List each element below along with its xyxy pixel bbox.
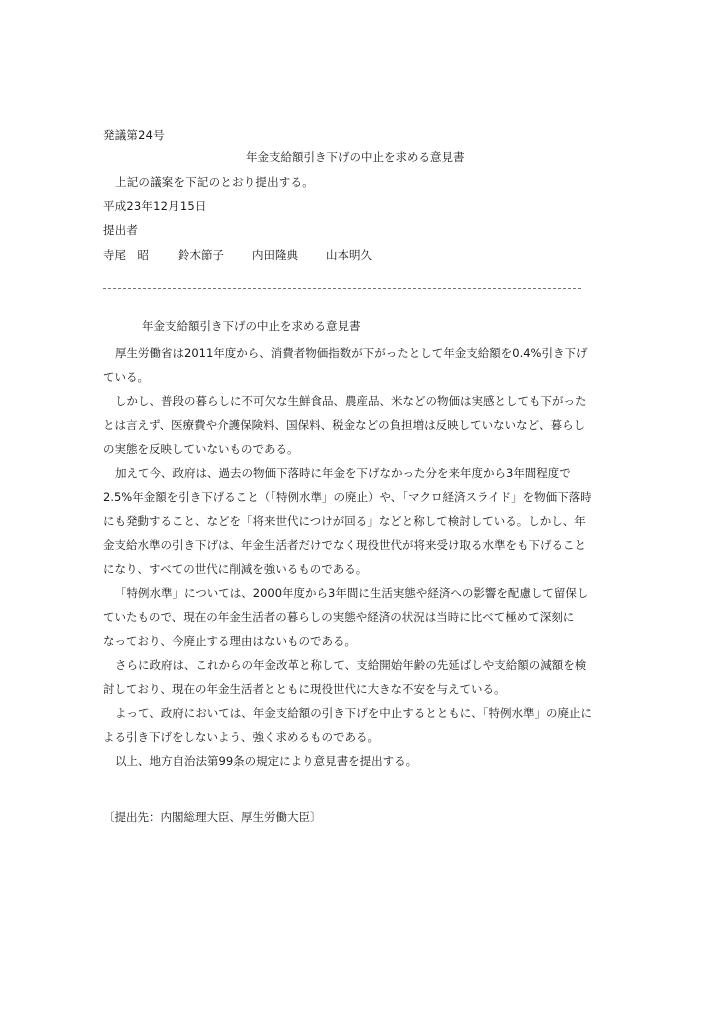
date-text: 平成23年12月15日	[103, 199, 207, 213]
body-line: さらに政府は、これからの年金改革と称して、支給開始年齢の先延ばしや支給額の減額を検	[115, 658, 587, 672]
body-line: 以上、地方自治法第99条の規定により意見書を提出する。	[115, 754, 418, 768]
submitter-names	[103, 248, 372, 262]
body-line: 金支給水準の引き下げは、年金生活者だけでなく現役世代が将来受け取る水準をも下げること	[103, 538, 586, 552]
body-line: の実態を反映していないものである。	[103, 442, 299, 456]
body-line: よる引き下げをしないよう、強く求めるものである。	[103, 730, 379, 744]
body-line: ている。	[103, 370, 149, 384]
section-divider	[103, 288, 581, 289]
body-line: 「特例水準」については、2000年度から3年間に生活実態や経済への影響を配慮して留保し	[115, 586, 589, 600]
body-line: よって、政府においては、年金支給額の引き下げを中止するとともに、「特例水準」の廃止に	[115, 706, 593, 720]
submitter-name: 山本明久	[326, 248, 372, 262]
header-title: 年金支給額引き下げの中止を求める意見書	[246, 150, 465, 164]
intro-text: 上記の議案を下記のとおり提出する。	[115, 175, 314, 189]
body-line: になり、すべての世代に削減を強いるものである。	[103, 562, 368, 576]
submitter-name: 鈴木節子	[178, 248, 224, 262]
recipients: 〔提出先：内閣総理大臣、厚生労働大臣〕	[103, 810, 322, 824]
body-line: しかし、普段の暮らしに不可欠な生鮮食品、農産品、米などの物価は実感としても下がった	[115, 394, 587, 408]
body-line: 2.5%年金額を引き下げること（「特例水準」の廃止）や、「マクロ経済スライド」を物価下落時	[103, 490, 592, 504]
body-title: 年金支給額引き下げの中止を求める意見書	[142, 319, 361, 333]
body-line: なっており、今廃止する理由はないものである。	[103, 634, 356, 648]
bill-number: 発議第24号	[103, 128, 165, 142]
body-line: にも発動すること、などを「将来世代につけが回る」などと称して検討している。しかし、年	[103, 514, 586, 528]
body-line: 厚生労働省は2011年度から、消費者物価指数が下がったとして年金支給額を0.4%引き下げ	[115, 346, 588, 360]
submitter-label: 提出者	[103, 223, 139, 237]
body-line: とは言えず、医療費や介護保険料、国保料、税金などの負担増は反映していないなど、暮らし	[103, 418, 586, 432]
submitter-name: 寺尾 昭	[103, 248, 149, 262]
body-line: 討しており、現在の年金生活者とともに現役世代に大きな不安を与えている。	[103, 682, 506, 696]
body-line: ていたもので、現在の年金生活者の暮らしの実態や経済の状況は当時に比べて極めて深刻に	[103, 610, 575, 624]
submitter-name: 内田隆典	[252, 248, 298, 262]
body-line: 加えて今、政府は、過去の物価下落時に年金を下げなかった分を来年度から3年間程度で	[115, 466, 571, 480]
